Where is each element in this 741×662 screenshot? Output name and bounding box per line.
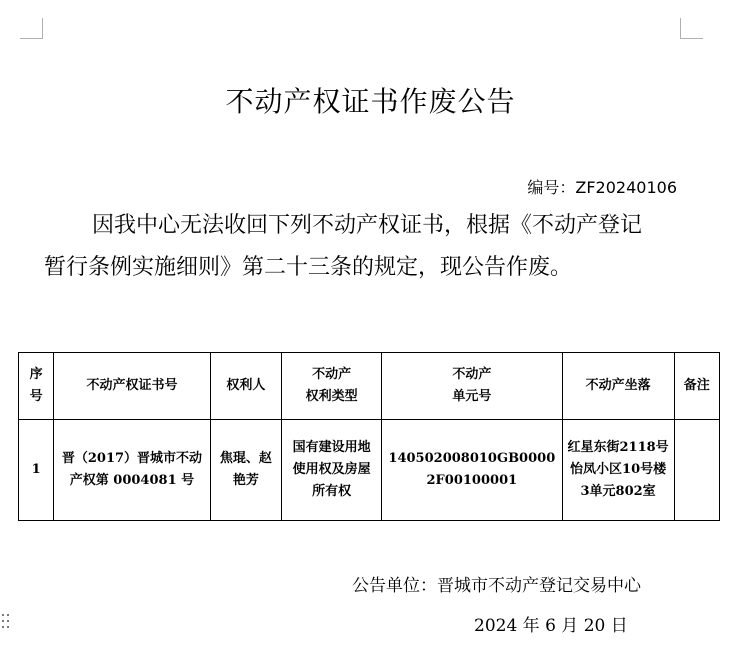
header-right-type-line-1: 不动产: [312, 367, 352, 382]
cell-location: 红星东街2118号怡凤小区10号楼3单元802室: [562, 420, 674, 521]
paragraph-line-2: 暂行条例实施细则》第二十三条的规定，现公告作废。: [44, 255, 573, 280]
cell-cert-no: 晋（2017）晋城市不动产权第 0004081 号: [54, 420, 210, 521]
table-header-row: [19, 353, 720, 420]
header-seq: [19, 353, 54, 420]
header-remark-line-1: 备注: [683, 378, 710, 393]
header-seq-line-1: 序: [29, 367, 43, 382]
header-holder: [210, 353, 282, 420]
header-unit-no-line-2: 单元号: [452, 389, 492, 404]
header-unit-no-line-1: 不动产: [452, 367, 492, 382]
cell-seq: 1: [19, 420, 54, 521]
header-holder-line-1: 权利人: [226, 378, 266, 393]
header-unit-no: [382, 353, 563, 420]
table-row: [19, 420, 720, 521]
page-corner-mark-top-right: [680, 18, 703, 39]
certificate-table: [18, 352, 720, 521]
header-seq-line-2: 号: [29, 389, 43, 404]
issue-date: 2024 年 6 月 20 日: [474, 616, 628, 636]
notice-paragraph: [44, 205, 694, 289]
cell-right-type: 国有建设用地使用权及房屋所有权: [282, 420, 382, 521]
paragraph-line-1: 因我中心无法收回下列不动产权证书，根据《不动产登记: [92, 213, 643, 238]
cell-unit-no: 140502008010GB00002F00100001: [382, 420, 563, 521]
header-cert-no-line-1: 不动产权证书号: [86, 378, 178, 393]
header-right-type: [282, 353, 382, 420]
header-location-line-1: 不动产坐落: [585, 378, 651, 393]
page-corner-mark-top-left: [20, 18, 43, 39]
header-location: [562, 353, 674, 420]
cell-holder: 焦琨、赵艳芳: [210, 420, 282, 521]
drag-handle-icon[interactable]: [1, 612, 11, 636]
cell-remark: [674, 420, 719, 521]
document-number: 编号：ZF20240106: [527, 178, 677, 197]
issuing-unit: 公告单位：晋城市不动产登记交易中心: [352, 576, 641, 596]
document-title: 不动产权证书作废公告: [225, 85, 516, 118]
header-remark: [674, 353, 719, 420]
header-right-type-line-2: 权利类型: [305, 389, 358, 404]
header-cert-no: [54, 353, 210, 420]
